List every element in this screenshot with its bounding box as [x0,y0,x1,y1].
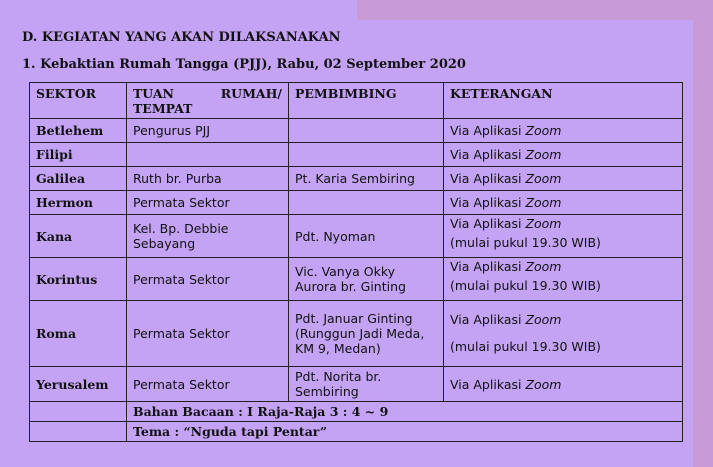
keterangan-prefix: Via Aplikasi [450,123,526,138]
footer-spacer [30,402,127,422]
footer-bacaan-row [30,402,683,422]
cell-keterangan [444,191,683,215]
keterangan-zoom: Zoom [525,312,562,327]
keterangan-text [450,377,676,392]
cell-pembimbing: Pdt. Nyoman [289,215,444,258]
keterangan-prefix: Via Aplikasi [450,216,526,231]
cell-pembimbing: Vic. Vanya Okky Aurora br. Ginting [289,258,444,301]
keterangan-zoom: Zoom [525,216,562,231]
footer-tema-row [30,422,683,442]
cell-pembimbing: Pt. Karia Sembiring [289,167,444,191]
cell-keterangan [444,301,683,367]
table-row [30,167,683,191]
keterangan-note: (mulai pukul 19.30 WIB) [450,278,601,293]
bahan-bacaan: Bahan Bacaan : I Raja-Raja 3 : 4 ~ 9 [127,402,683,422]
header-sektor: SEKTOR [30,83,127,119]
keterangan-prefix: Via Aplikasi [450,171,526,186]
section-title: D. KEGIATAN YANG AKAN DILAKSANAKAN [22,30,341,45]
keterangan-text [450,216,676,231]
table-row [30,215,683,258]
tema: Tema : “Nguda tapi Pentar” [127,422,683,442]
cell-tuan-rumah: Permata Sektor [127,258,289,301]
keterangan-prefix: Via Aplikasi [450,376,526,392]
table-row [30,143,683,167]
cell-tuan-rumah [127,143,289,167]
keterangan-text [450,312,676,327]
keterangan-note: (mulai pukul 19.30 WIB) [450,339,601,354]
cell-sektor: Hermon [30,191,127,215]
cell-sektor: Galilea [30,167,127,191]
keterangan-prefix: Via Aplikasi [450,195,526,210]
cell-sektor: Yerusalem [30,367,127,402]
keterangan-text [450,123,676,138]
table-header-row [30,83,683,119]
table-row [30,119,683,143]
header-pembimbing: PEMBIMBING [289,83,444,119]
cell-pembimbing: Pdt. Januar Ginting (Runggun Jadi Meda, KM 9, Medan) [289,301,444,367]
schedule-table [29,82,683,442]
header-tempat-word: TEMPAT [133,101,193,116]
cell-sektor: Roma [30,301,127,367]
table-row [30,301,683,367]
header-tuan-word: TUAN [133,86,174,101]
cell-tuan-rumah: Pengurus PJJ [127,119,289,143]
cell-pembimbing [289,143,444,167]
subsection-title: 1. Kebaktian Rumah Tangga (PJJ), Rabu, 02 September 2020 [22,57,466,72]
keterangan-prefix: Via Aplikasi [450,147,526,162]
top-band [0,0,357,20]
footer-spacer [30,422,127,442]
keterangan-zoom: Zoom [525,376,562,392]
cell-tuan-rumah: Ruth br. Purba [127,167,289,191]
keterangan-zoom: Zoom [525,259,562,274]
cell-sektor: Kana [30,215,127,258]
cell-keterangan [444,167,683,191]
keterangan-text [450,259,676,274]
keterangan-note: (mulai pukul 19.30 WIB) [450,235,601,250]
cell-tuan-rumah: Kel. Bp. Debbie Sebayang [127,215,289,258]
cell-tuan-rumah: Permata Sektor [127,191,289,215]
keterangan-zoom: Zoom [525,147,562,162]
cell-keterangan [444,215,683,258]
table-row [30,258,683,301]
keterangan-prefix: Via Aplikasi [450,259,526,274]
cell-tuan-rumah: Permata Sektor [127,367,289,402]
header-rumah-word: RUMAH/ [220,86,282,101]
cell-keterangan [444,258,683,301]
cell-sektor: Filipi [30,143,127,167]
keterangan-text [450,195,676,210]
cell-pembimbing [289,119,444,143]
cell-tuan-rumah: Permata Sektor [127,301,289,367]
keterangan-text [450,147,676,162]
cell-keterangan [444,119,683,143]
cell-pembimbing: Pdt. Norita br. Sembiring [289,367,444,402]
document-page [0,20,693,467]
header-keterangan: KETERANGAN [444,83,683,119]
keterangan-zoom: Zoom [525,171,562,186]
cell-pembimbing [289,191,444,215]
keterangan-text [450,171,676,186]
cell-keterangan [444,143,683,167]
header-tuan-rumah [127,83,289,119]
keterangan-zoom: Zoom [525,123,562,138]
cell-sektor: Betlehem [30,119,127,143]
table-row [30,367,683,402]
keterangan-zoom: Zoom [525,195,562,210]
keterangan-prefix: Via Aplikasi [450,312,526,327]
cell-keterangan [444,367,683,402]
cell-sektor: Korintus [30,258,127,301]
table-row [30,191,683,215]
